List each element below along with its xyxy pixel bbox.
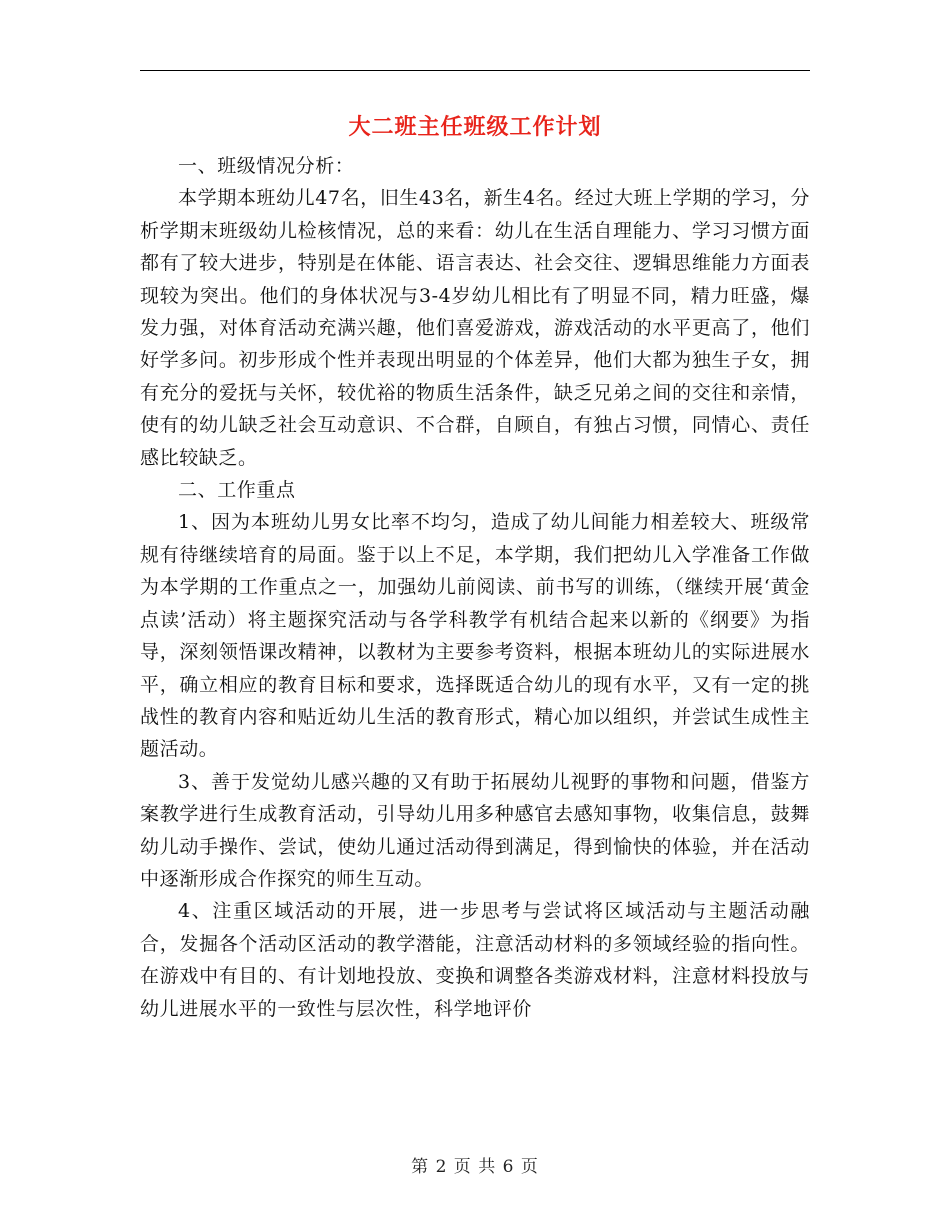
header-rule xyxy=(140,70,810,71)
section-heading-class-analysis: 一、班级情况分析： xyxy=(178,155,355,177)
paragraph-item-1: 1、因为本班幼儿男女比率不均匀，造成了幼儿间能力相差较大、班级常规有待继续培育的局面。鉴于以上不足，本学期，我们把幼儿入学准备工作做为本学期的工作重点之一，加强幼儿前阅读、前书写的训练，（继续开展‘黄金点读’活动）将主题探究活动与各学科教学有机结合起来以新的《纲要》为指导，深刻领悟课改精神，以教材为主要参考资料，根据本班幼儿的实际进展水平，确立相应的教育目标和要求，选择既适合幼儿的现有水平，又有一定的挑战性的教育内容和贴近幼儿生活的教育形式，精心加以组织，并尝试生成性主题活动。 xyxy=(140,511,810,761)
page-number: 第 2 页 共 6 页 xyxy=(411,1157,539,1177)
paragraph-item-4: 4、注重区域活动的开展，进一步思考与尝试将区域活动与主题活动融合，发掘各个活动区活动的教学潜能，注意活动材料的多领域经验的指向性。在游戏中有目的、有计划地投放、变换和调整各类游戏材料，注意材料投放与幼儿进展水平的一致性与层次性，科学地评价 xyxy=(140,900,810,1020)
document-body xyxy=(140,150,810,1025)
document-title: 大二班主任班级工作计划 xyxy=(348,114,602,140)
paragraph-class-analysis: 本学期本班幼儿47名，旧生43名，新生4名。经过大班上学期的学习，分析学期末班级幼儿检核情况，总的来看：幼儿在生活自理能力、学习习惯方面都有了较大进步，特别是在体能、语言表达、社会交往、逻辑思维能力方面表现较为突出。他们的身体状况与3-4岁幼儿相比有了明显不同，精力旺盛，爆发力强，对体育活动充满兴趣，他们喜爱游戏，游戏活动的水平更高了，他们好学多问。初步形成个性并表现出明显的个体差异，他们大都为独生子女，拥有充分的爱抚与关怀，较优裕的物质生活条件，缺乏兄弟之间的交往和亲情，使有的幼儿缺乏社会互动意识、不合群，自顾自，有独占习惯，同情心、责任感比较缺乏。 xyxy=(140,187,810,469)
section-heading-work-focus: 二、工作重点 xyxy=(178,479,296,502)
paragraph-item-3: 3、善于发觉幼儿感兴趣的又有助于拓展幼儿视野的事物和问题，借鉴方案教学进行生成教育活动，引导幼儿用多种感官去感知事物，收集信息，鼓舞幼儿动手操作、尝试，使幼儿通过活动得到满足，得到愉快的体验，并在活动中逐渐形成合作探究的师生互动。 xyxy=(140,770,810,890)
